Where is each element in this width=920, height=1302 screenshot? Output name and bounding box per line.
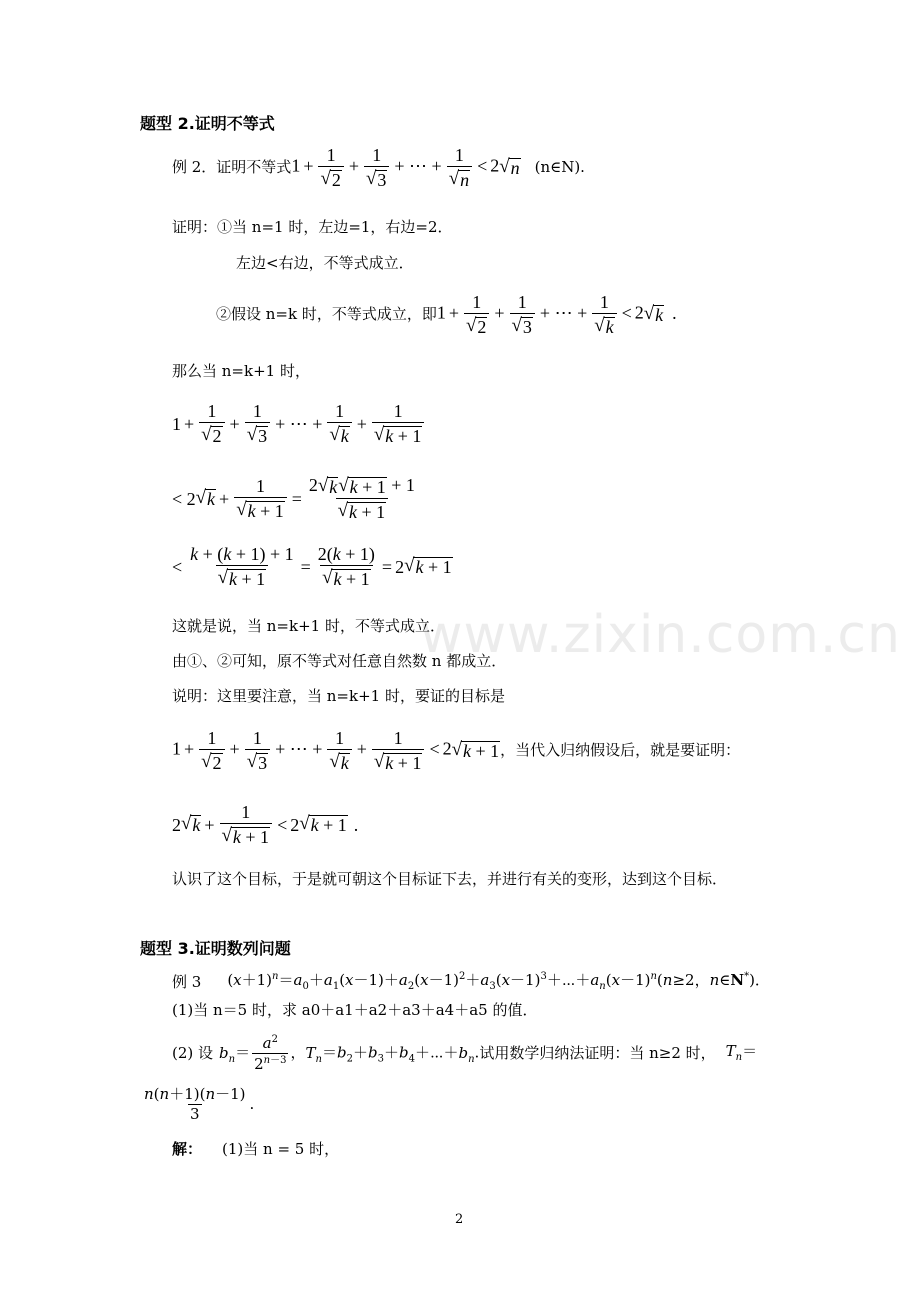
note: 说明：这里要注意，当 n=k+1 时，要证的目标是 — [172, 687, 505, 705]
derivation-line1: 1 + 1 √ 2 + 1 √ 3 + ⋯ + 1 √ k + 1 √ k + 1 — [172, 402, 426, 445]
goal-inequality: 2 √ k + 1 √ k + 1 < 2 √ k + 1 . — [172, 802, 359, 847]
target-inequality — [172, 729, 740, 772]
watermark: www.zixin.com.cn — [420, 605, 901, 665]
example3-part2-prefix: (2) 设 — [172, 1044, 214, 1062]
proof-step1-conclusion: 左边<右边，不等式成立． — [236, 254, 414, 272]
conclusion1: 这就是说，当 n=k+1 时，不等式成立． — [172, 617, 445, 635]
proof-label: 证明： — [172, 218, 218, 236]
proof-step2-text: ②假设 n=k 时，不等式成立，即 — [216, 305, 437, 323]
proof-step2-formula: 1 + 1 √ 2 + 1 √ 3 + ⋯ + 1 √ k < 2 √ k . — [436, 292, 677, 337]
example3-part2-middle: 试用数学归纳法证明：当 n≥2 时， — [479, 1044, 716, 1062]
solution-label: 解： — [172, 1140, 203, 1158]
example2-condition: (n∈N). — [534, 158, 585, 176]
example2-statement — [172, 146, 585, 189]
conclusion2: 由①、②可知，原不等式对任意自然数 n 都成立． — [172, 652, 507, 670]
tn-symbol: $T_n=$ — [725, 1042, 758, 1063]
proof-step2 — [216, 293, 677, 336]
example2-label: 例 2．证明不等式 — [172, 158, 292, 176]
page-number: 2 — [455, 1212, 464, 1227]
example3-label: 例 3 — [172, 972, 202, 991]
derivation-line3: < k + (k + 1) + 1 √ k + 1 = 2(k + 1) √ k + 1 = 2 √ k + 1 — [172, 544, 452, 589]
section3-heading: 题型 3.证明数列问题 — [140, 939, 291, 958]
proof-step1 — [172, 220, 453, 235]
tn-result: $\frac{n(n+1)(n-1)}{3}$ . — [144, 1085, 255, 1123]
section2-heading: 题型 2.证明不等式 — [140, 114, 275, 133]
example2-formula: 1 + 1 √ 2 + 1 √ 3 + ⋯ + 1 √ n < 2 √ n — [291, 145, 520, 190]
example3-formula: $(x+1)^n=a_0+a_1(x-1)+a_2(x-1)^2+a_3(x-1)^3+\cdots+a_n(x-1)^n(n\ge 2$，n∈N*)． — [227, 971, 770, 992]
bn-definition: $b_n=$ $\frac{a^2}{2^{n-3}}$ ，$T_n=b_2+b_3+b_4+\cdots+b_n$. — [219, 1034, 480, 1073]
example3-part2 — [172, 1035, 757, 1072]
derivation-line2: < 2 √ k + 1 √ k + 1 = 2 √ k √ k + 1 + 1 √ k + 1 — [172, 475, 415, 522]
example3-part1: (1)当 n＝5 时，求 a0＋a1＋a2＋a3＋a4＋a5 的值． — [172, 1001, 538, 1019]
solution-line — [172, 1142, 339, 1157]
solution-text: (1)当 n = 5 时， — [222, 1140, 340, 1158]
then-line: 那么当 n=k+1 时， — [172, 362, 310, 380]
proof-step1-text: ①当 n=1 时，左边=1，右边=2． — [217, 218, 453, 236]
target-formula: 1 + 1 √ 2 + 1 √ 3 + ⋯ + 1 √ k + 1 √ k + 1 < 2 √ k + 1 — [172, 728, 500, 773]
example3-statement — [172, 972, 770, 992]
target-note-suffix: ，当代入归纳假设后，就是要证明： — [500, 741, 741, 759]
final-note: 认识了这个目标，于是就可朝这个目标证下去，并进行有关的变形，达到这个目标． — [172, 870, 728, 888]
